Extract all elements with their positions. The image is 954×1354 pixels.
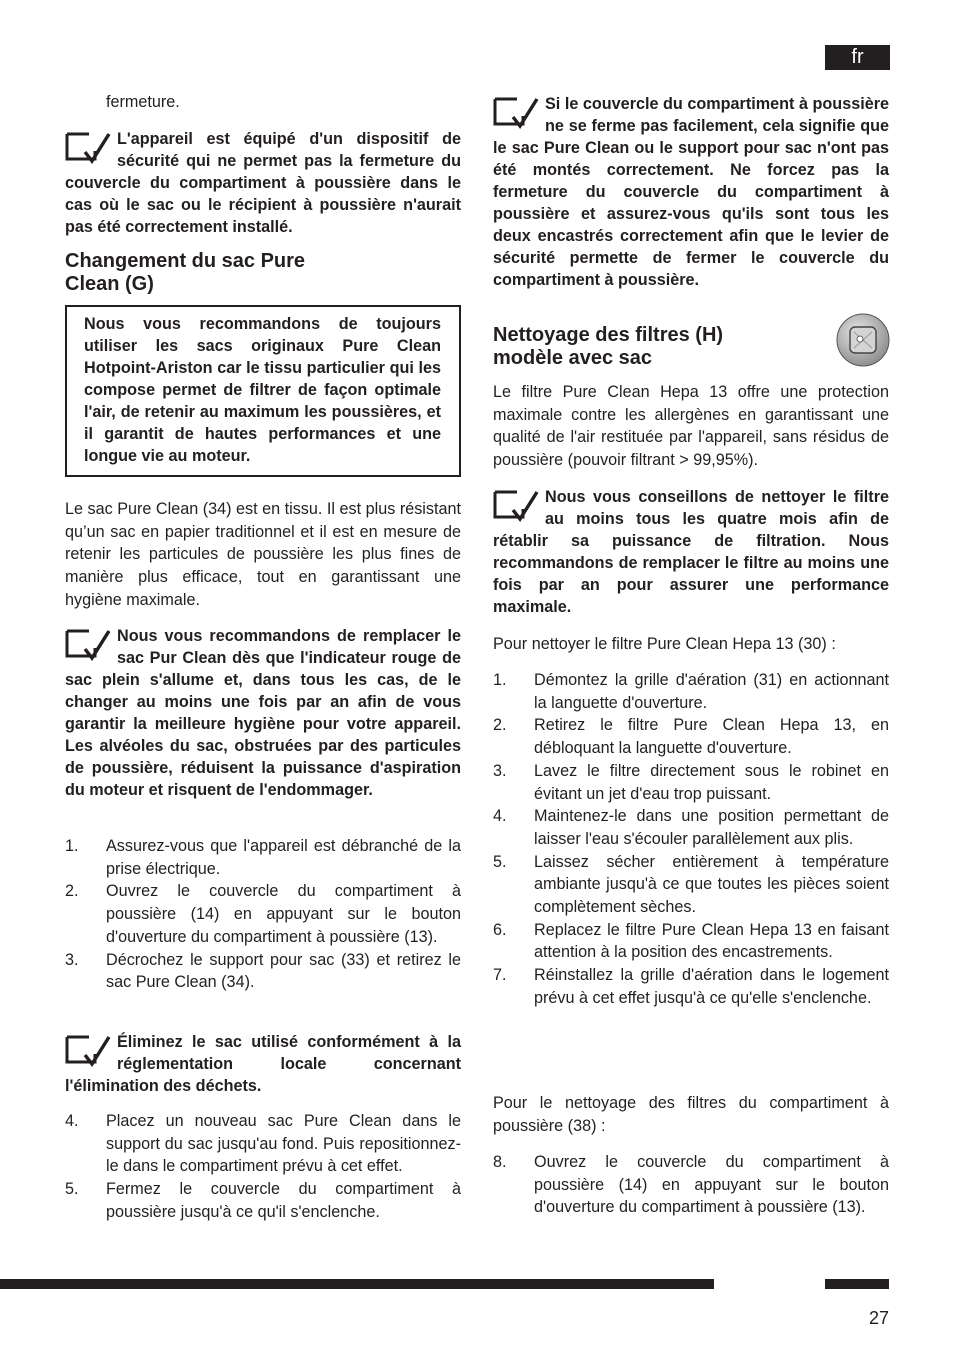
- steps-list-b: [65, 1110, 461, 1224]
- dust-filter-intro: Pour le nettoyage des filtres du compartiment à poussière (38) :: [493, 1094, 889, 1135]
- list-item: 2. Ouvrez le couvercle du compartiment à poussière (14) en appuyant sur le bouton d'ouverture du compartiment à poussière (13).: [65, 882, 461, 946]
- note-replace-bag: [65, 625, 461, 801]
- list-item: 5. Fermez le couvercle du compartiment à poussière jusqu'à ce qu'il s'enclenche.: [65, 1180, 461, 1221]
- list-item: 1. Assurez-vous que l'appareil est débranché de la prise électrique.: [65, 837, 461, 878]
- list-item: 8. Ouvrez le couvercle du compartiment à poussière (14) en appuyant sur le bouton d'ouverture du compartiment à poussière (13).: [493, 1153, 889, 1217]
- list-item: 6. Replacez le filtre Pure Clean Hepa 13 en faisant attention à la position des encastrements.: [493, 920, 889, 962]
- footer-rule-right: [825, 1279, 889, 1289]
- intro-text: fermeture.: [106, 93, 180, 111]
- section-title-filters-line2: modèle avec sac: [493, 347, 652, 369]
- section-title-bag-line2: Clean (G): [65, 273, 154, 295]
- page-number: 27: [868, 1308, 889, 1328]
- checkbox-note-icon: [493, 93, 543, 131]
- filter-cleaning-intro: Pour nettoyer le filtre Pure Clean Hepa 13 (30) :: [493, 635, 836, 653]
- list-item: 4. Placez un nouveau sac Pure Clean dans le support du sac jusqu'au fond. Puis repositionnez-le dans le compartiment prévu à cet effet.: [65, 1112, 461, 1176]
- language-tab: fr: [825, 45, 890, 70]
- note-safety-device: [65, 128, 461, 238]
- recommendation-box: [65, 305, 461, 477]
- checkbox-note-icon: [493, 486, 543, 524]
- recommendation-text: Nous vous recommandons de toujours utiliser les sacs originaux Pure Clean Hotpoint-Ariston car le tissu particulier qui les compose permet de filtrer de façon optimale l'air, de retenir au maximum les poussières, et il garantit de hautes performances et une longue vie au moteur.: [84, 315, 441, 465]
- steps-list-a: [65, 835, 461, 994]
- footer-rule-left: [0, 1279, 714, 1289]
- filter-description: Le filtre Pure Clean Hepa 13 offre une protection maximale contre les allergènes en garantissant une qualité de l'air restituée par l'appareil, sans résidus de poussière (pouvoir filtrant > 99,95%).: [493, 383, 889, 470]
- note-filter-cleaning: [493, 486, 889, 618]
- list-item: 5. Laissez sécher entièrement à température ambiante jusqu'à ce que toutes les pièces soient complètement sèches.: [493, 852, 889, 917]
- filter-model-icon: [836, 313, 890, 367]
- list-item: 3. Lavez le filtre directement sous le robinet en évitant un jet d'eau trop puissant.: [493, 761, 889, 803]
- note-replace-text: Nous vous recommandons de remplacer le sac Pur Clean dès que l'indicateur rouge de sac plein s'allume et, dans tous les cas, de le changer au moins une fois par an afin de vous garantir la meilleure hygiène pour votre appareil. Les alvéoles du sac, obstruées par des particules de poussière, réduisent la puissance d'aspiration du moteur et risquent de l'endommager.: [65, 627, 461, 799]
- filter-steps-list: [493, 669, 889, 1010]
- list-item: 2. Retirez le filtre Pure Clean Hepa 13, en débloquant la languette d'ouverture.: [493, 716, 889, 758]
- section-title-bag-line1: Changement du sac Pure: [65, 250, 306, 272]
- section-title-filters-line1: Nettoyage des filtres (H): [493, 324, 724, 346]
- note-lid-text: Si le couvercle du compartiment à poussière ne se ferme pas facilement, cela signifie que le sac Pure Clean ou le support pour sac n'ont pas été montés correctement. Ne forcez pas la fermeture du couvercle du compartiment à poussière et assurez-vous qu'ils sont tous les deux encastrés correctement afin que le levier de sécurité permette de fermer le couvercle du compartiment à poussière.: [493, 95, 889, 289]
- list-item: 7. Réinstallez la grille d'aération dans le logement prévu à cet effet jusqu'à ce qu'elle s'enclenche.: [493, 966, 889, 1007]
- note-disposal: [65, 1031, 461, 1097]
- dust-filter-steps-list: [493, 1151, 889, 1219]
- section-title-filters: [493, 324, 823, 370]
- list-item: 3. Décrochez le support pour sac (33) et retirez le sac Pure Clean (34).: [65, 950, 461, 992]
- note-lid-closing: [493, 93, 889, 291]
- section-title-bag: [65, 250, 461, 296]
- note-safety-text: L'appareil est équipé d'un dispositif de sécurité qui ne permet pas la fermeture du couvercle du compartiment à poussière dans le cas où le sac ou le récipient à poussière n'aurait pas été correctement installé.: [65, 130, 461, 236]
- note-filter-text: Nous vous conseillons de nettoyer le filtre au moins tous les quatre mois afin de rétablir sa puissance de filtration. Nous recommandons de remplacer le filtre au moins une fois par an pour assurer une performance maximale.: [493, 488, 889, 616]
- list-item: 1. Démontez la grille d'aération (31) en actionnant la languette d'ouverture.: [493, 671, 889, 712]
- checkbox-note-icon: [65, 1031, 115, 1069]
- checkbox-note-icon: [65, 128, 115, 166]
- bag-description: Le sac Pure Clean (34) est en tissu. Il est plus résistant qu’un sac en papier traditionnel et il est en mesure de retenir les particules de poussière les plus fines de manière plus efficace, tout en garantissant une hygiène maximale.: [65, 500, 461, 609]
- checkbox-note-icon: [65, 625, 115, 663]
- note-disposal-text: Éliminez le sac utilisé conformément à la réglementation locale concernant l'élimination des déchets.: [65, 1033, 461, 1095]
- list-item: 4. Maintenez-le dans une position permettant de laisser l'eau s'écouler parallèlement aux plis.: [493, 807, 889, 848]
